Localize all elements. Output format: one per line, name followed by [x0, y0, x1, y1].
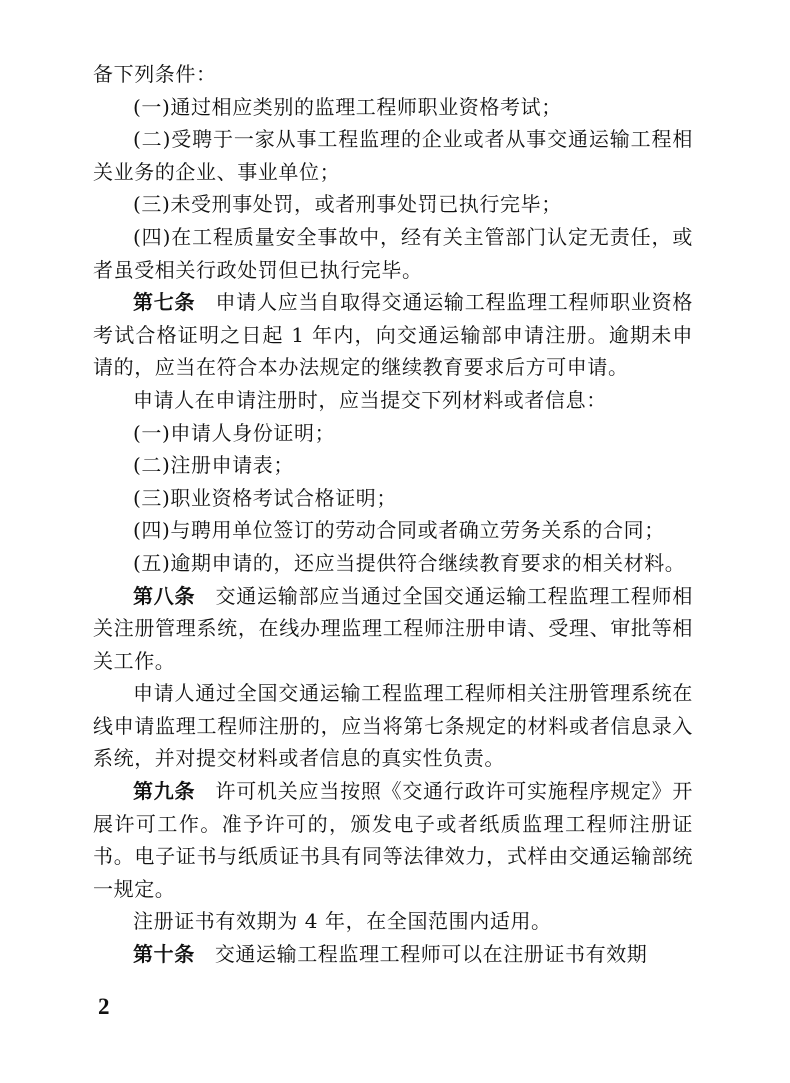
article-paragraph: 第七条 申请人应当自取得交通运输工程监理工程师职业资格考试合格证明之日起 1 年内，向交通运输部申请注册。逾期未申请的，应当在符合本办法规定的继续教育要求后方可申请。	[93, 290, 693, 380]
paragraph: (一)申请人身份证明；	[133, 420, 336, 445]
paragraph: (三)未受刑事处罚，或者刑事处罚已执行完毕；	[133, 192, 562, 217]
paragraph: (四)在工程质量安全事故中，经有关主管部门认定无责任，或者虽受相关行政处罚但已执行完毕。	[93, 224, 693, 282]
article-heading: 第七条	[133, 290, 196, 315]
article-heading: 第九条	[133, 779, 196, 804]
article-paragraph: 第八条 交通运输部应当通过全国交通运输工程监理工程师相关注册管理系统，在线办理监理工程师注册申请、受理、审批等相关工作。	[93, 583, 693, 673]
paragraph: 注册证书有效期为 4 年，在全国范围内适用。	[133, 909, 552, 934]
paragraph: (四)与聘用单位签订的劳动合同或者确立劳务关系的合同；	[133, 518, 665, 543]
article-paragraph: 第十条 交通运输工程监理工程师可以在注册证书有效期	[133, 942, 648, 967]
paragraph: 申请人在申请注册时，应当提交下列材料或者信息：	[133, 387, 607, 412]
paragraph: (二)注册申请表；	[133, 453, 295, 478]
body-text	[93, 58, 693, 971]
paragraph: (二)受聘于一家从事工程监理的企业或者从事交通运输工程相关业务的企业、事业单位；	[93, 127, 693, 184]
article-paragraph: 第九条 许可机关应当按照《交通行政许可实施程序规定》开展许可工作。准予许可的，颁发电子或者纸质监理工程师注册证书。电子证书与纸质证书具有同等法律效力，式样由交通运输部统一规定。	[93, 779, 693, 901]
paragraph: (五)逾期申请的，还应当提供符合继续教育要求的相关材料。	[133, 550, 686, 575]
paragraph: (三)职业资格考试合格证明；	[133, 485, 398, 510]
paragraph: (一)通过相应类别的监理工程师职业资格考试；	[133, 94, 562, 119]
paragraph: 备下列条件：	[93, 62, 217, 86]
article-heading: 第十条	[133, 942, 195, 967]
paragraph: 申请人通过全国交通运输工程监理工程师相关注册管理系统在线申请监理工程师注册的，应当将第七条规定的材料或者信息录入系统，并对提交材料或者信息的真实性负责。	[93, 681, 693, 771]
page-number: 2	[98, 994, 110, 1019]
article-heading: 第八条	[133, 583, 196, 608]
